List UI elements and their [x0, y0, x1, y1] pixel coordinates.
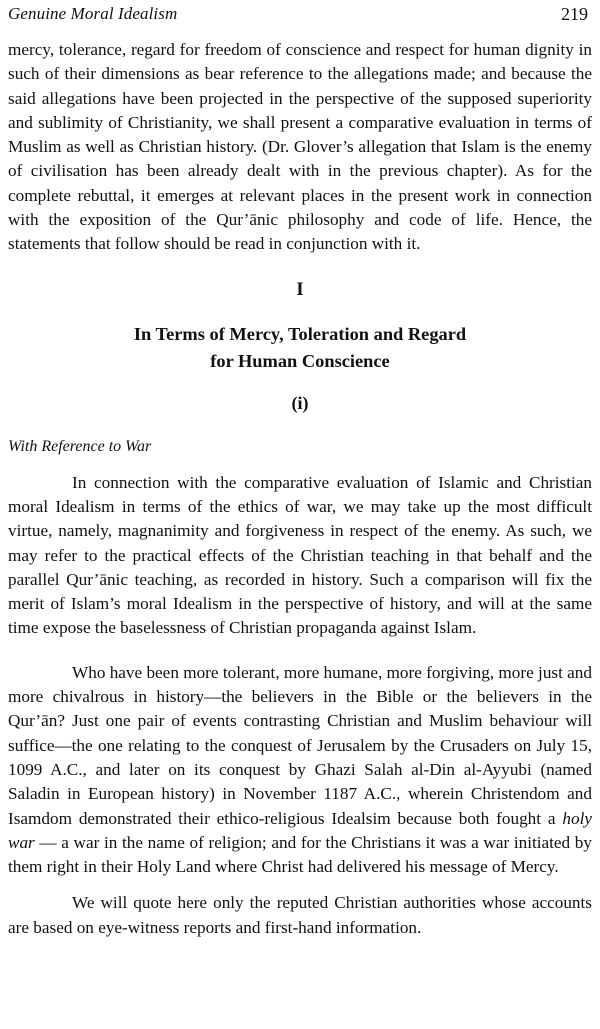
- section-heading-line-2: for Human Conscience: [210, 350, 390, 371]
- subsection-numeral: (i): [291, 392, 309, 413]
- paragraph-authorities: We will quote here only the reputed Christian authorities whose accounts are based on eye-witness reports and first-hand information.: [8, 893, 592, 937]
- section-heading-line-1: In Terms of Mercy, Toleration and Regard: [133, 323, 467, 344]
- paragraph-crusades: [8, 661, 592, 880]
- holy-war-emphasis: holy war: [8, 808, 592, 852]
- side-heading: With Reference to War: [8, 437, 152, 455]
- opening-paragraph: mercy, tolerance, regard for freedom of conscience and respect for human dignity in such of their dimensions as bear reference to the allegations made; and because the said allegations have been projected in the perspective of the supposed superiority and sublimity of Christianity, we shall present a comparative evaluation in terms of Muslim as well as Christian history. (Dr. Glover’s allegation that Islam is the enemy of civilisation has been already dealt with in the previous chapter). As for the complete rebuttal, it emerges at relevant places in the present work in connection with the exposition of the Qur’ānic philosophy and code of life. Hence, the statements that follow should be read in conjunction with it.: [8, 40, 592, 254]
- section-heading: [8, 321, 592, 375]
- running-head: [8, 4, 592, 32]
- page-number: 219: [561, 4, 588, 24]
- section-numeral: I: [296, 278, 304, 300]
- running-title: Genuine Moral Idealism: [8, 4, 178, 23]
- paragraph-crusades-text-2: — a war in the name of religion; and for the Christians it was a war initiated by them right in their Holy Land where Christ had delivered his message of Mercy.: [8, 832, 592, 877]
- paragraph-war-ethics: In connection with the comparative evaluation of Islamic and Christian moral Idealism in terms of the ethics of war, we may take up the most difficult virtue, namely, magnanimity and forgiveness in respect of the enemy. As such, we may refer to the practical effects of the Christian teaching in that behalf and the parallel Qur’ānic teaching, as recorded in history. Such a comparison will fix the merit of Islam’s moral Idealism in the perspective of history, and will at the same time expose the baselessness of Christian propaganda against Islam.: [8, 472, 592, 638]
- book-page: [8, 4, 592, 1024]
- paragraph-crusades-text-1: Who have been more tolerant, more humane, more forgiving, more just and more chivalrous in history—the believers in the Bible or the believers in the Qur’ān? Just one pair of events contrasting Christian and Muslim behaviour will suffice—the one relating to the conquest of Jerusalem by the Crusaders on July 15, 1099 A.C., and later on its conquest by Ghazi Salah al-Din al-Ayyubi (named Saladin in European history) in November 1187 A.C., wherein Christendom and Isamdom demonstrated their ethico-religious Idealsim because both fought a: [8, 662, 592, 828]
